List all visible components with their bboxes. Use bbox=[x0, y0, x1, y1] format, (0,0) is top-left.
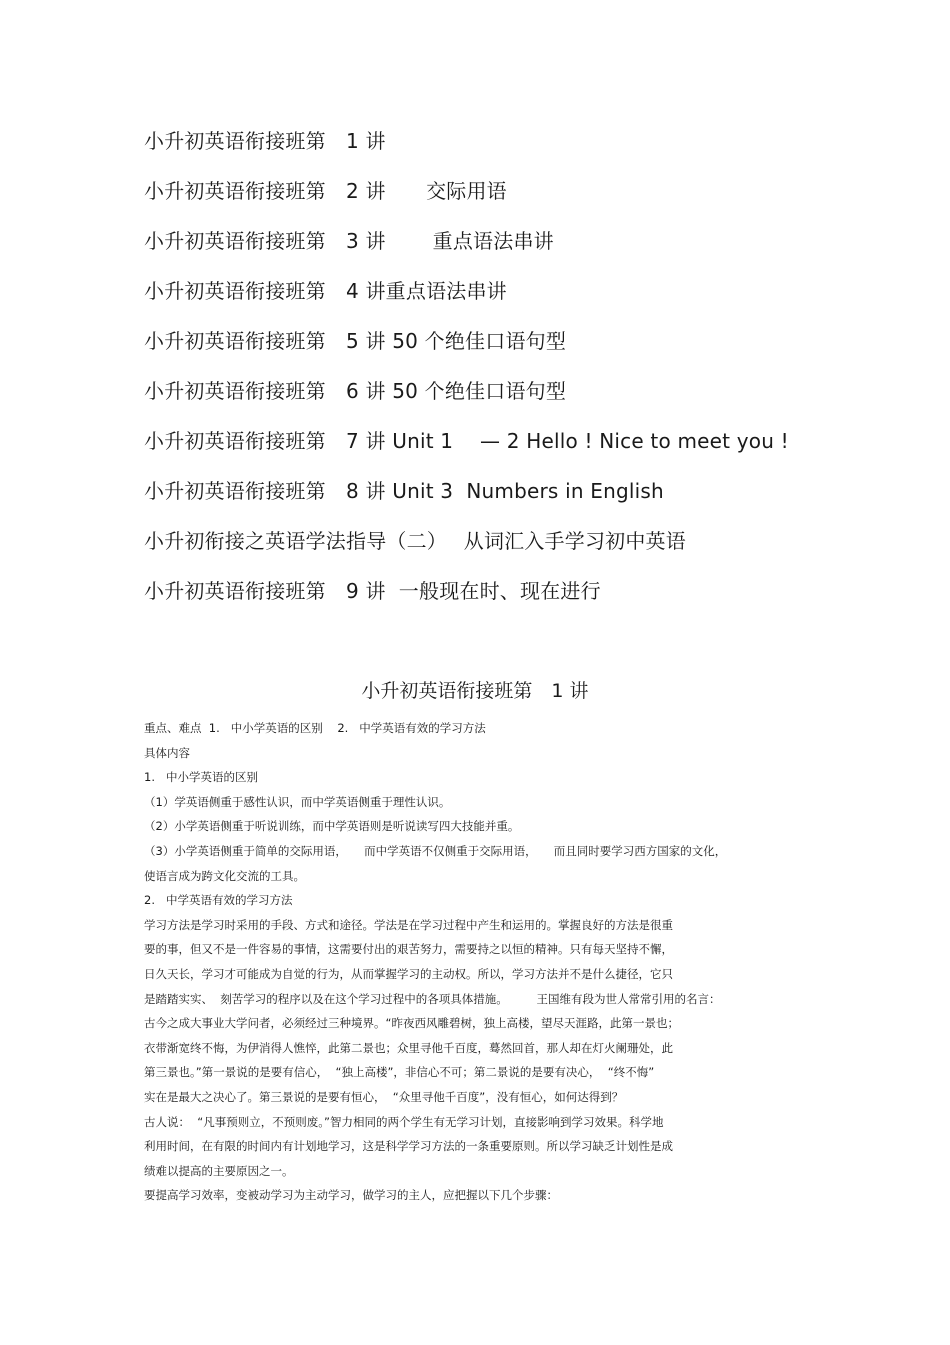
body-line: 要的事，但又不是一件容易的事情，这需要付出的艰苦努力，需要持之以恒的精神。只有每天坚持不懈， bbox=[144, 942, 673, 957]
body-line: 古人说： “凡事预则立，不预则废。”智力相同的两个学生有无学习计划，直接影响到学习效果。科学地 bbox=[144, 1114, 664, 1129]
body-line: 学习方法是学习时采用的手段、方式和途径。学法是在学习过程中产生和运用的。掌握良好的方法是很重 bbox=[144, 917, 673, 932]
toc-item: 小升初英语衔接班第 6 讲 50 个绝佳口语句型 bbox=[144, 379, 567, 403]
body-line: 古今之成大事业大学问者，必须经过三种境界。“昨夜西风雕碧树，独上高楼，望尽天涯路，此第一景也； bbox=[144, 1016, 679, 1031]
body-line: 1. 中小学英语的区别 bbox=[144, 770, 258, 785]
body-line: （1）学英语侧重于感性认识，而中学英语侧重于理性认识。 bbox=[144, 794, 451, 809]
body-line: 实在是最大之决心了。第三景说的是要有恒心， “众里寻他千百度”，没有恒心，如何达得到？ bbox=[144, 1089, 624, 1104]
toc-item: 小升初英语衔接班第 7 讲 Unit 1 — 2 Hello ! Nice to meet you ! bbox=[144, 429, 789, 453]
body-line: 要提高学习效率，变被动学习为主动学习，做学习的主人，应把握以下几个步骤： bbox=[144, 1188, 558, 1203]
body-line: 日久天长，学习才可能成为自觉的行为，从而掌握学习的主动权。所以，学习方法并不是什么捷径，它只 bbox=[144, 966, 673, 981]
section-body bbox=[144, 716, 804, 1208]
body-line: （3）小学英语侧重于简单的交际用语， 而中学英语不仅侧重于交际用语， 而且同时要学习西方国家的文化， bbox=[144, 843, 727, 858]
body-line: 第三景也。”第一景说的是要有信心， “独上高楼”，非信心不可；第二景说的是要有决心， “终不悔” bbox=[144, 1065, 655, 1080]
section-title: 小升初英语衔接班第 1 讲 bbox=[361, 680, 589, 702]
toc-item: 小升初英语衔接班第 4 讲重点语法串讲 bbox=[144, 279, 507, 303]
body-line: 绩难以提高的主要原因之一。 bbox=[144, 1163, 294, 1178]
body-line: 使语言成为跨文化交流的工具。 bbox=[144, 868, 305, 883]
toc-item: 小升初英语衔接班第 9 讲 一般现在时、现在进行 bbox=[144, 579, 601, 603]
toc-item: 小升初英语衔接班第 1 讲 bbox=[144, 129, 386, 153]
body-line: 是踏踏实实、 刻苦学习的程序以及在这个学习过程中的各项具体措施。 王国维有段为世人常常引用的名言： bbox=[144, 991, 721, 1006]
toc-item: 小升初英语衔接班第 3 讲 重点语法串讲 bbox=[144, 229, 554, 253]
body-line: （2）小学英语侧重于听说训练，而中学英语则是听说读写四大技能并重。 bbox=[144, 819, 520, 834]
toc-item: 小升初衔接之英语学法指导（二） 从词汇入手学习初中英语 bbox=[144, 529, 686, 553]
body-line: 利用时间，在有限的时间内有计划地学习，这是科学学习方法的一条重要原则。所以学习缺乏计划性是成 bbox=[144, 1139, 673, 1154]
body-line: 具体内容 bbox=[144, 745, 190, 760]
toc-item: 小升初英语衔接班第 5 讲 50 个绝佳口语句型 bbox=[144, 329, 567, 353]
table-of-contents bbox=[144, 126, 789, 626]
body-line: 衣带渐宽终不悔，为伊消得人憔悴，此第二景也；众里寻他千百度，蓦然回首，那人却在灯火阑珊处，此 bbox=[144, 1040, 673, 1055]
toc-item: 小升初英语衔接班第 2 讲 交际用语 bbox=[144, 179, 507, 203]
body-line: 重点、难点 1. 中小学英语的区别 2. 中学英语有效的学习方法 bbox=[144, 721, 486, 735]
toc-item: 小升初英语衔接班第 8 讲 Unit 3 Numbers in English bbox=[144, 479, 664, 503]
body-line: 2. 中学英语有效的学习方法 bbox=[144, 893, 293, 908]
